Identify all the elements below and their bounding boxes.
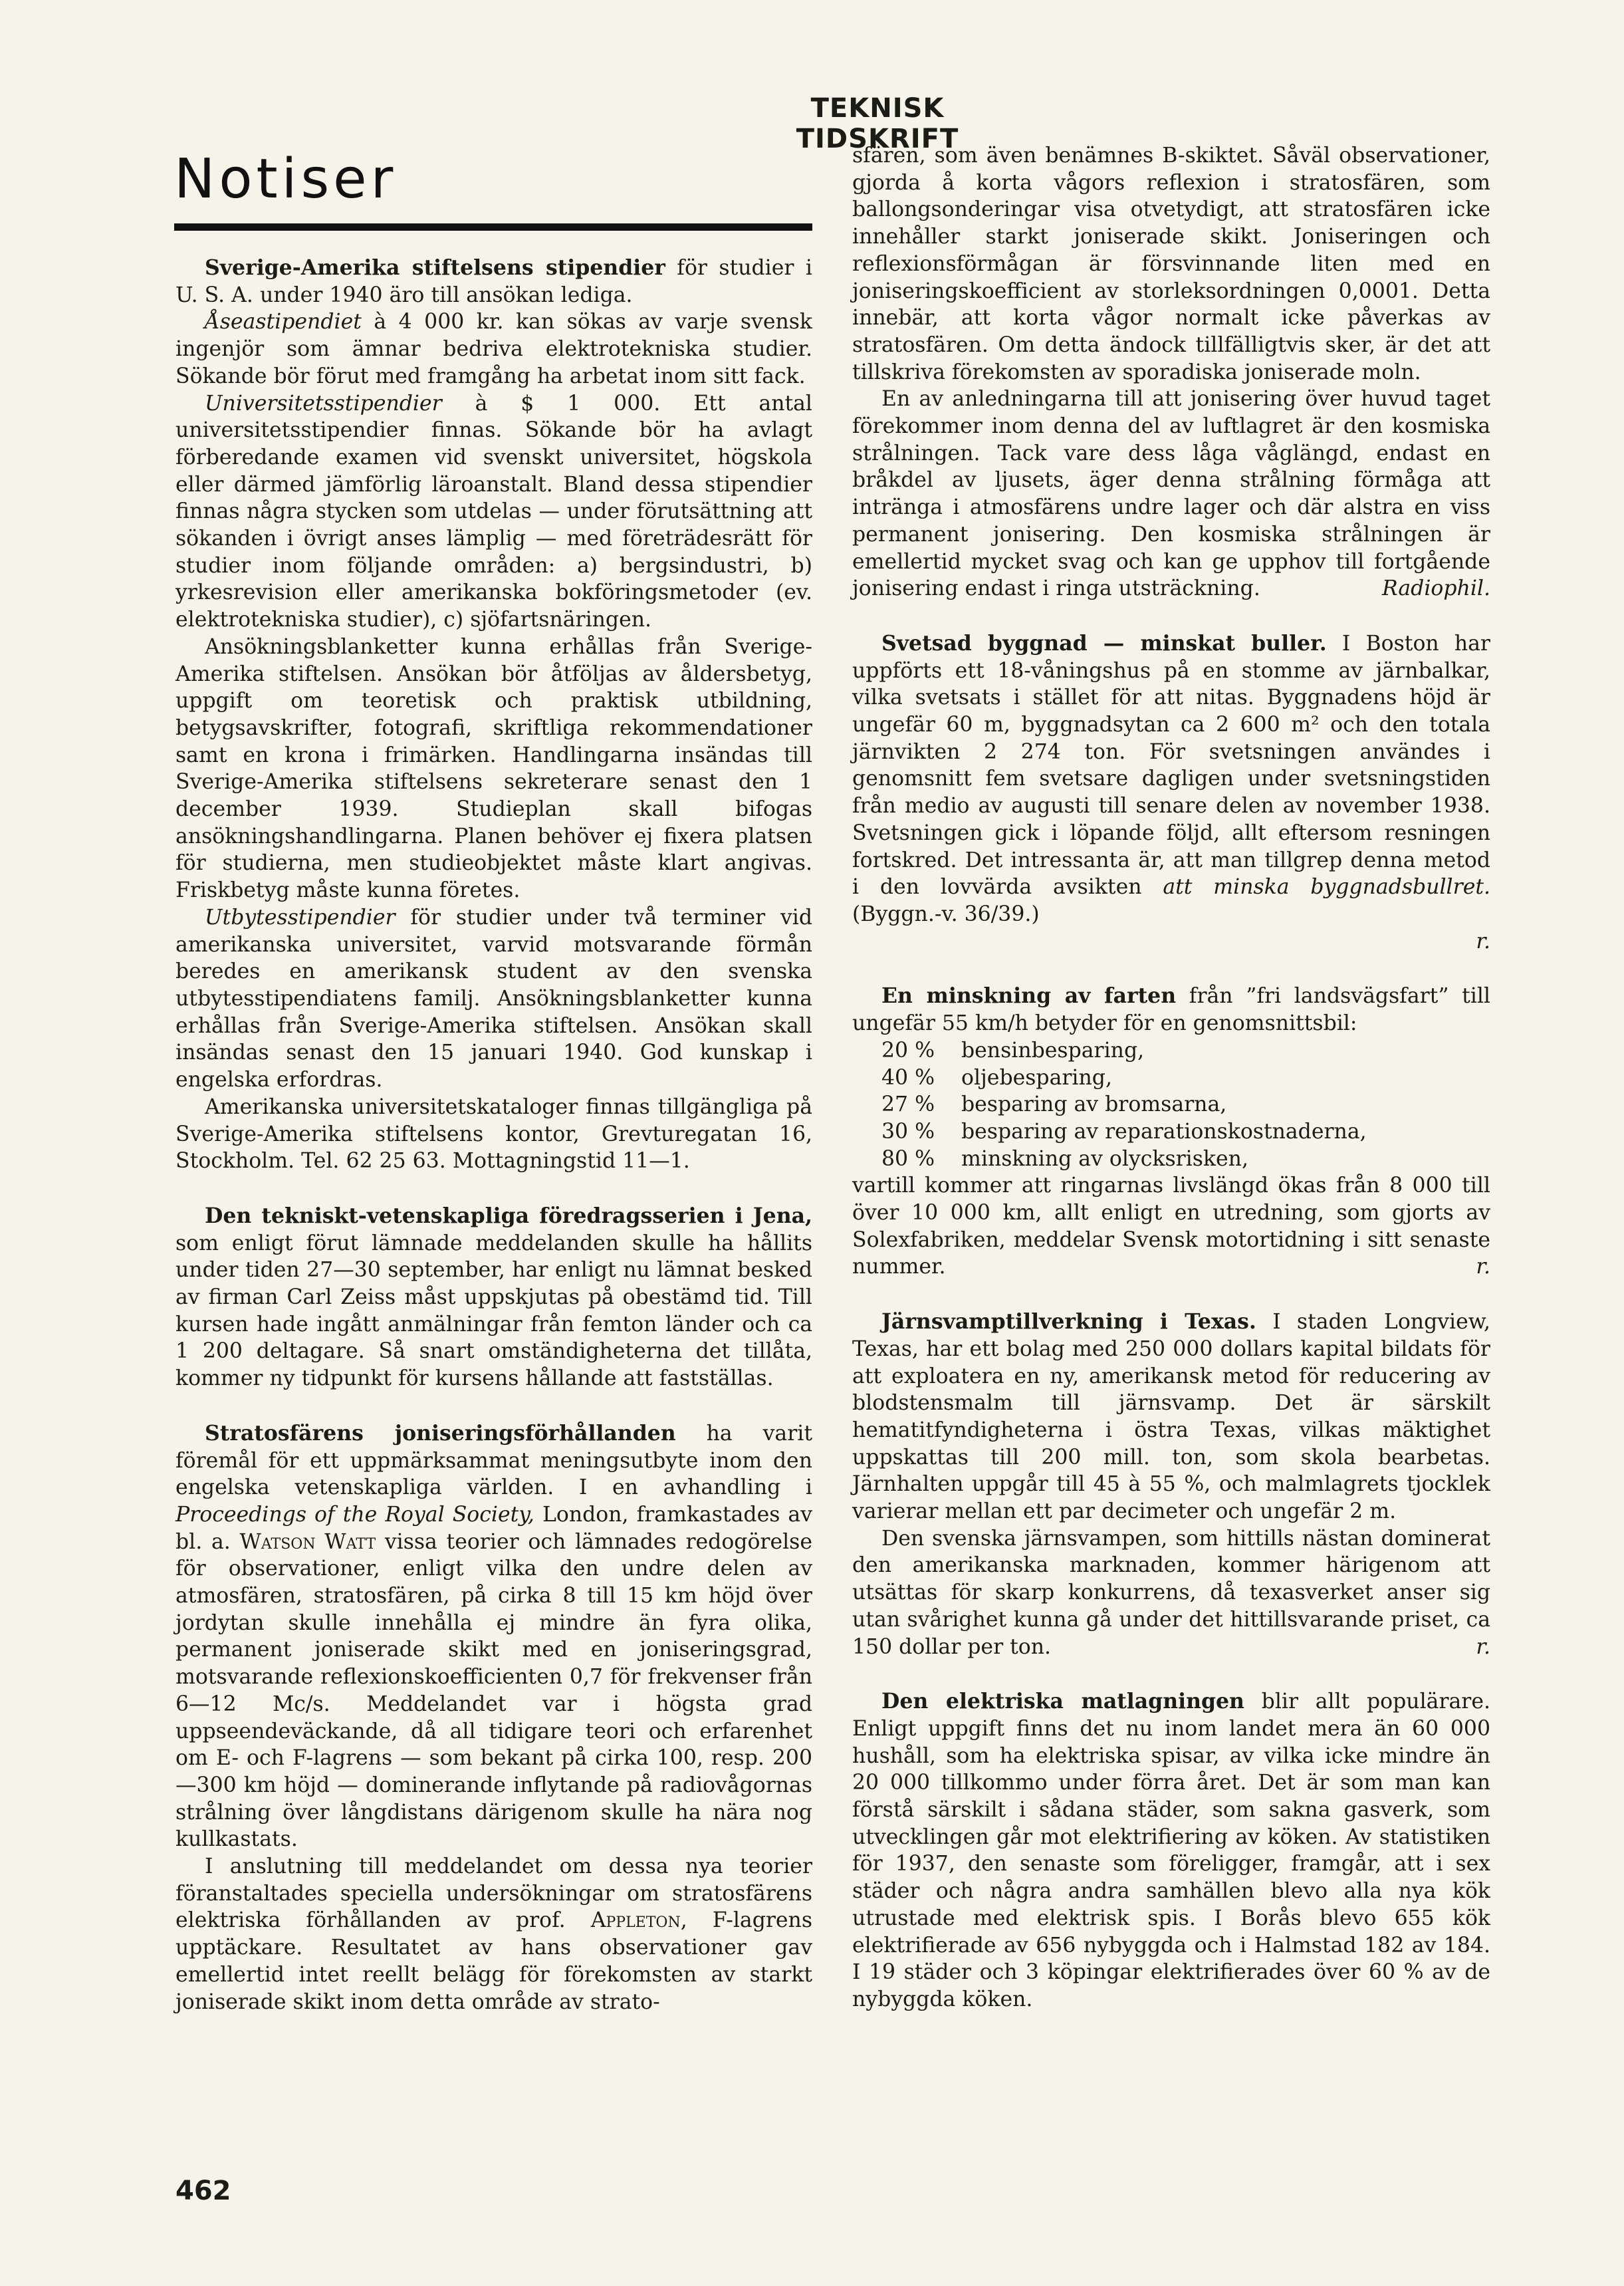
list-item: 27 % besparing av bromsarna, bbox=[881, 1092, 1227, 1117]
page-number: 462 bbox=[175, 2176, 231, 2206]
notice-welded-building: Svetsad byggnad — minskat buller. I Boston har uppförts ett 18-våningshus på en stomme av järnbalkar, vilka svetsats i stället för att nitas. Byggnadens höjd är ungefär 60 m, byggnadsytan ca 2 600 m² och den totala järnvikten 2 274 ton. För svetsningen användes i genomsnitt fem svetsare dagligen under svetsningstiden från medio av augusti till senare delen av november 1938. Svetsningen gick i löpande följd, allt eftersom resningen fortskred. Det intressanta är, att man tillgrep denna metod i den lovvärda avsikten att minska byggnadsbullret. (Byggn.-v. 36/39.) r. bbox=[852, 630, 1490, 955]
notice-headline: Stratosfärens joniseringsförhållanden bbox=[205, 1420, 676, 1446]
notice-jena: Den tekniskt-vetenskapliga föredragsserien i Jena, som enligt förut lämnade meddelanden skulle ha hållits under tiden 27—30 september, har enligt nu lämnat besked av firman Carl Zeiss måst uppskjutas på obestämd tid. Till kursen hade ingått anmälningar från femton länder och ca 1 200 deltagare. Så snart omständigheterna det tillåta, kommer ny tidpunkt för kursens hållande att fastställas. bbox=[175, 1203, 812, 1391]
section-title: Notiser bbox=[174, 148, 398, 211]
list-item: 30 % besparing av reparationskostnaderna, bbox=[881, 1119, 1367, 1144]
list-item: 40 % oljebesparing, bbox=[881, 1065, 1112, 1090]
left-column bbox=[175, 255, 812, 2043]
notice-headline: Den tekniskt-vetenskapliga föredragsserien i Jena, bbox=[205, 1203, 812, 1228]
notice-stipends: Sverige-Amerika stiftelsens stipendier för studier i U. S. A. under 1940 äro till ansökan lediga. Åseastipendiet à 4 000 kr. kan sökas av varje svensk ingenjör som ämnar bedriva elektrotekniska studier. Sökande bör förut med framgång ha arbetat inom sitt fack. Universitetsstipendier à $ 1 000. Ett antal universitetsstipendier finnas. Sökande bör ha avlagt förberedande examen vid svenskt universitet, högskola eller därmed jämförlig läroanstalt. Bland dessa stipendier finnas några stycken som utdelas — under förutsättning att sökanden i övrigt anses lämplig — med företrädesrätt för studier inom följande områden: a) bergsindustri, b) yrkesrevision eller amerikanska bokföringsmetoder (ev. elektrotekniska studier), c) sjöfartsnäringen. Ansökningsblanketter kunna erhållas från Sverige-Amerika stiftelsen. Ansökan bör åtföljas av åldersbetyg, uppgift om teoretisk och praktisk utbildning, betygsavskrifter, fotografi, skriftliga rekommendationer samt en krona i frimärken. Handlingarna insändas till Sverige-Amerika stiftelsens sekreterare senast den 1 december 1939. Studieplan skall bifogas ansökningshandlingarna. Planen behöver ej fixera platsen för studierna, men studieobjektet måste klart angivas. Friskbetyg måste kunna företes. Utbytesstipendier för studier under två terminer vid amerikanska universitet, varvid motsvarande förmån beredes en amerikansk student av den svenska utbytesstipendiatens familj. Ansökningsblanketter kunna erhållas från Sverige-Amerika stiftelsen. Ansökan skall insändas senast den 15 januari 1940. God kunskap i engelska erfordras. Amerikanska universitetskataloger finnas tillgängliga på Sverige-Amerika stiftelsens kontor, Grevturegatan 16, Stockholm. Tel. 62 25 63. Mottagningstid 11—1. bbox=[175, 255, 813, 1174]
notice-headline: Svetsad byggnad — minskat buller. bbox=[881, 630, 1327, 656]
notice-headline: Den elektriska matlagningen bbox=[881, 1689, 1244, 1714]
notice-stratosphere-continued: sfären, som även benämnes B-skiktet. Såväl observationer, gjorda å korta vågors reflexion i stratosfären, som ballongsonderingar visa otvetydigt, att stratosfären icke innehåller starkt joniserade skikt. Joniseringen och reflexionsförmågan är försvinnande liten med en joniseringskoefficient av storleksordningen 0,0001. Detta innebär, att korta vågor normalt icke påverkas av stratosfären. Om detta ändock tillfälligtvis sker, är det att tillskriva förekomsten av sporadiska joniserade moln. En av anledningarna till att jonisering över huvud taget förekommer inom denna del av luftlagret är den kosmiska strålningen. Tack vare dess låga våglängd, endast en bråkdel av ljusets, äger denna strålning förmåga att intränga i atmosfärens undre lager och där alstra en viss permanent jonisering. Den kosmiska strålningen är emellertid mycket svag och kan ge upphov till fortgående jonisering endast i ringa utsträckning. Radiophil. bbox=[852, 142, 1490, 602]
section-rule bbox=[174, 223, 812, 231]
list-item: 80 % minskning av olycksrisken, bbox=[881, 1146, 1248, 1171]
notice-electric-cooking: Den elektriska matlagningen blir allt populärare. Enligt uppgift finns det nu inom landet mera än 60 000 hushåll, som ha elektriska spisar, av vilka icke mindre än 20 000 tillkommo under förra året. Det är som man kan förstå särskilt i sådana städer, som sakna gasverk, som utvecklingen går mot elektrifiering av köken. Av statistiken för 1937, den senaste som föreligger, framgår, att i sex städer och några andra samhällen blevo alla nya kök utrustade med elektrisk spis. I Borås blevo 655 kök elektrifierade av 656 nybyggda och i Halmstad 182 av 184. I 19 städer och 3 köpingar elektrifierades över 60 % av de nybyggda köken. bbox=[852, 1689, 1490, 2011]
notice-stratosphere: Stratosfärens joniseringsförhållanden ha varit föremål för ett uppmärksammat meningsutbyte inom den engelska vetenskapliga världen. I en avhandling i Proceedings of the Royal Society, London, framkastades av bl. a. Watson Watt vissa teorier och lämnades redogörelse för observationer, enligt vilka den undre delen av atmosfären, stratosfären, på cirka 8 till 15 km höjd över jordytan skulle innehålla ej mindre än fyra olika, permanent joniserade skikt med en joniseringsgrad, motsvarande reflexionskoefficienten 0,7 för frekvenser från 6—12 Mc/s. Meddelandet var i högsta grad uppseendeväckande, då all tidigare teori och erfarenhet om E- och F-lagrens — som bekant på cirka 100, resp. 200—300 km höjd — dominerande inflytande på radiovågornas strålning över långdistans därigenom skulle ha nära nog kullkastats. I anslutning till meddelandet om dessa nya teorier föranstaltades speciella undersökningar om stratosfärens elektriska förhållanden av prof. Appleton, F-lagrens upptäckare. Resultatet av hans observationer gav emellertid intet reellt belägg för förekomsten av starkt joniserade skikt inom detta område av strato- bbox=[175, 1420, 813, 2014]
right-column bbox=[852, 142, 1490, 2041]
author-signature: r. bbox=[1476, 929, 1490, 953]
notice-headline: En minskning av farten bbox=[881, 983, 1177, 1009]
author-signature: r. bbox=[1476, 1255, 1490, 1279]
author-signature: Radiophil. bbox=[1381, 576, 1490, 601]
journal-title: TEKNISK TIDSKRIFT bbox=[796, 93, 959, 154]
notice-speed-reduction: En minskning av farten från ”fri landsvägsfart” till ungefär 55 km/h betyder för en genomsnittsbil: 20 % bensinbesparing, 40 % oljebesparing, 27 % besparing av bromsarna, 30 % besparing av reparationskostnaderna, 80 % minskning av olycksrisken, vartill kommer att ringarnas livslängd ökas från 8 000 till över 10 000 km, allt enligt en utredning, som gjorts av Solexfabriken, meddelar Svensk motortidning i sitt senaste nummer. r. bbox=[852, 983, 1490, 1281]
notice-headline: Sverige-Amerika stiftelsens stipendier bbox=[205, 255, 665, 280]
savings-list bbox=[852, 1037, 1490, 1173]
author-signature: r. bbox=[1476, 1634, 1490, 1659]
list-item: 20 % bensinbesparing, bbox=[881, 1038, 1145, 1063]
notice-iron-sponge: Järnsvamptillverkning i Texas. I staden Longview, Texas, har ett bolag med 250 000 dollars kapital bildats för att exploatera en ny, amerikansk metod för reducering av blodstensmalm till järnsvamp. Det är särskilt hematitfyndigheterna i östra Texas, vilkas mäktighet uppskattas till 200 mill. ton, som skola bearbetas. Järnhalten uppgår till 45 à 55 %, och malmlagrets tjocklek varierar mellan ett par decimeter och ungefär 2 m. Den svenska järnsvampen, som hittills nästan dominerat den amerikanska marknaden, kommer härigenom att utsättas för skarp konkurrens, då texasverket anser sig utan svårighet kunna gå under det hittillsvarande priset, ca 150 dollar per ton. r. bbox=[852, 1309, 1490, 1660]
notice-headline: Järnsvamptillverkning i Texas. bbox=[881, 1309, 1256, 1334]
